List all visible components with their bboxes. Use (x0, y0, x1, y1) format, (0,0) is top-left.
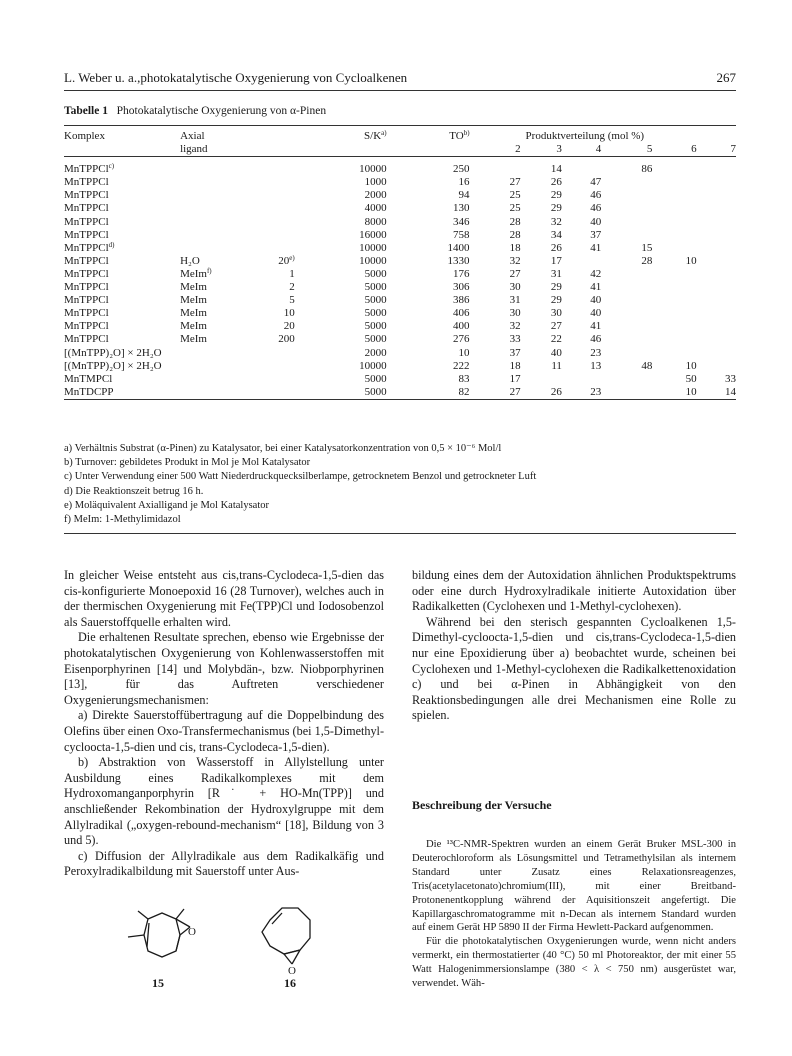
cell-p5: 48 (641, 359, 653, 372)
cell-p7 (697, 360, 736, 373)
cell-p6: 50 (685, 372, 697, 385)
cell-p7 (697, 255, 736, 268)
cell-p2: 33 (509, 333, 521, 346)
table-row (64, 281, 736, 294)
cell-to: 222 (453, 359, 470, 372)
cell-sk: 5000 (364, 372, 387, 385)
cell-eq: 10 (283, 307, 295, 320)
cell-eq (235, 360, 317, 373)
cell-eq (235, 189, 317, 202)
cell-komplex: [(MnTPP)₂O] × 2H₂O (64, 346, 162, 359)
cell-p2: 17 (509, 372, 521, 385)
col-head-p5: 5 (646, 143, 653, 156)
col-head-ligand: ligand (180, 143, 208, 156)
cell-p7 (697, 320, 736, 333)
cell-eq: 20 (283, 320, 295, 333)
footnote-e: e) Moläquivalent Axialligand je Mol Katalysator (64, 499, 269, 511)
table-row (64, 189, 736, 202)
cell-p5 (601, 307, 652, 320)
cell-p5: 86 (641, 163, 653, 176)
cell-komplex: MnTPPCl (64, 228, 109, 241)
cell-p6 (652, 320, 696, 333)
svg-text:O: O (288, 965, 296, 975)
cell-eq: 2 (289, 281, 295, 294)
left-paragraph-4: b) Abstraktion von Wasserstoff in Allylstellung unter Ausbildung eines Radikalkomplexes mit dem Hydroxomanganporphyrin [R˙ + HO-Mn(TPP)] und anschließender Rekombination der Hydroxylgruppe mit dem Allylradikal („oxygen-rebound-mechanism“ [18], Bildung von 3 und 5). (64, 755, 384, 848)
cell-eq (235, 163, 317, 176)
cell-p6 (652, 176, 696, 189)
cell-p4: 37 (590, 228, 602, 241)
cell-p2: 32 (509, 254, 521, 267)
cell-to: 406 (453, 307, 470, 320)
cell-p2: 27 (509, 176, 521, 189)
cell-eq (235, 216, 317, 229)
cell-sk: 10000 (359, 163, 387, 176)
cell-p3: 30 (550, 307, 562, 320)
cell-komplex: MnTDCPP (64, 385, 114, 398)
cell-p6 (652, 216, 696, 229)
cell-to: 10 (458, 346, 470, 359)
cell-p5 (601, 229, 652, 242)
cell-p5: 15 (641, 241, 653, 254)
cell-p7 (697, 268, 736, 281)
cell-komplex: MnTPPCl (64, 189, 109, 202)
cell-p3 (521, 373, 562, 386)
cell-lig: MeIm (180, 333, 207, 346)
cell-lig: MeIm (180, 320, 207, 333)
experimental-text (412, 838, 736, 991)
cell-p5 (601, 268, 652, 281)
cell-eq (235, 373, 317, 386)
cell-komplex: MnTPPCl$^{d)}$ (64, 240, 115, 254)
table-row (64, 347, 736, 360)
cell-komplex: MnTPPCl (64, 254, 109, 267)
cell-sk: 5000 (364, 320, 387, 333)
table-row (64, 320, 736, 333)
right-paragraph-4: Für die photokatalytischen Oxygenierungen wurde, wenn nicht anders vermerkt, ein thermostatierter (40 °C) 50 ml Photoreaktor, der mit einer 55 Watt Halogenimmersionslampe (380 < λ < 750 nm) ausgerüstet war, verwendet. Wäh- (412, 936, 736, 990)
table-label: Tabelle 1 (64, 105, 108, 117)
cell-p6 (652, 294, 696, 307)
cell-to: 758 (453, 228, 470, 241)
cell-p5 (601, 320, 652, 333)
cell-p7 (697, 176, 736, 189)
cell-eq: 20$^{e)}$ (278, 253, 295, 267)
label-15: 15 (152, 976, 164, 990)
cell-lig (180, 176, 235, 189)
cell-sk: 8000 (364, 215, 387, 228)
cell-sk: 5000 (364, 307, 387, 320)
cell-p2: 27 (509, 267, 521, 280)
cell-p3: 29 (550, 294, 562, 307)
cell-lig: MeIm (180, 281, 207, 294)
cell-komplex: MnTPPCl (64, 320, 109, 333)
table-row (64, 176, 736, 189)
col-head-sk: $S/K^{a)}$ (364, 129, 387, 142)
cell-p7 (697, 202, 736, 215)
cell-lig (180, 373, 235, 386)
cell-p4: 23 (590, 385, 602, 398)
cell-p6 (652, 268, 696, 281)
cell-to: 82 (458, 385, 470, 398)
cell-komplex: MnTPPCl (64, 176, 109, 189)
cell-komplex: MnTPPCl (64, 202, 109, 215)
cell-komplex: MnTMPCl (64, 372, 113, 385)
cell-to: 176 (453, 267, 470, 280)
cell-eq (235, 347, 317, 360)
cell-p2: 30 (509, 281, 521, 294)
cell-p7 (697, 229, 736, 242)
cell-p2: 18 (509, 241, 521, 254)
cell-to: 346 (453, 215, 470, 228)
cell-p3: 22 (550, 333, 562, 346)
cell-eq (235, 386, 317, 399)
cell-lig (180, 360, 235, 373)
cell-sk: 5000 (364, 267, 387, 280)
cell-p4 (562, 163, 601, 176)
col-head-p3: 3 (556, 143, 562, 156)
left-paragraph-5: c) Diffusion der Allylradikale aus dem Radikalkäfig und Peroxylradikalbildung mit Sauerstoff unter Aus- (64, 848, 384, 879)
footnote-rule (64, 533, 736, 534)
cell-p4: 41 (590, 241, 602, 254)
cell-p3: 32 (550, 215, 562, 228)
cell-p7 (697, 294, 736, 307)
footnote-c: c) Unter Verwendung einer 500 Watt Niederdruckquecksilberlampe, getrocknetem Benzol und getrockneter Luft (64, 471, 537, 483)
cell-p7: 33 (725, 372, 736, 385)
cell-sk: 2000 (364, 346, 387, 359)
cell-p2: 18 (509, 359, 521, 372)
cell-lig (180, 189, 235, 202)
col-head-p6: 6 (691, 143, 697, 156)
cell-p2 (470, 163, 521, 176)
table-row (64, 242, 736, 255)
cell-to: 1400 (447, 241, 470, 254)
table-row (64, 386, 736, 399)
col-head-axial: Axial (180, 130, 205, 142)
cell-p2: 37 (509, 346, 521, 359)
cell-sk: 4000 (364, 202, 387, 215)
col-head-p2: 2 (515, 143, 521, 156)
cell-sk: 10000 (359, 254, 387, 267)
col-head-produkt: Produktverteilung (mol %) (525, 130, 645, 142)
running-title: L. Weber u. a.,photokatalytische Oxygenierung von Cycloalkenen (64, 70, 408, 85)
table-top-rule (64, 125, 736, 126)
cell-p3: 26 (550, 385, 562, 398)
cell-p3: 34 (550, 228, 562, 241)
cell-to: 16 (458, 176, 470, 189)
col-head-komplex: Komplex (64, 130, 105, 142)
cell-p7 (697, 163, 736, 176)
cell-p6 (652, 163, 696, 176)
cell-eq (235, 242, 317, 255)
table-row (64, 373, 736, 386)
cell-lig (180, 347, 235, 360)
footnote-f: f) MeIm: 1-Methylimidazol (64, 514, 181, 526)
col-head-p4: 4 (595, 143, 602, 156)
svg-text:O: O (188, 926, 196, 938)
cell-p4: 40 (590, 307, 602, 320)
table-caption-text: Photokatalytische Oxygenierung von α-Pinen (116, 105, 327, 117)
cell-komplex: MnTPPCl (64, 294, 109, 307)
cell-to: 250 (453, 163, 470, 176)
cell-p6 (652, 242, 696, 255)
footnote-d: d) Die Reaktionszeit betrug 16 h. (64, 485, 204, 497)
cell-p7 (697, 242, 736, 255)
table-row (64, 255, 736, 268)
cell-p7 (697, 281, 736, 294)
cell-lig (180, 216, 235, 229)
cell-p4: 23 (590, 346, 602, 359)
cell-p6 (652, 229, 696, 242)
cell-p3: 17 (550, 254, 562, 267)
cell-p5 (601, 373, 652, 386)
cell-p2: 30 (509, 307, 521, 320)
header-rule (64, 90, 736, 91)
right-column (412, 568, 736, 724)
cell-komplex: MnTPPCl (64, 267, 109, 280)
cell-p6 (652, 347, 696, 360)
cell-eq: 1 (289, 267, 295, 280)
right-paragraph-3: Die ¹³C-NMR-Spektren wurden an einem Gerät Bruker MSL-300 in Deuterochloroform als Lösungsmittel und Tetramethylsilan als internem Standard unter Zusatz eines Relaxationsreagenzes, Tris(acetylacetonato)chromium(III), mit einer Breitband-Protonenentkopplung während der Aquisitionszeit angefertigt. Die Kapillargaschromatogramme mit n-Decan als internem Standard wurden auf einem Gerät HP 5890 II der Firma Hewlett-Packard aufgenommen. (412, 839, 736, 934)
cell-p6 (652, 307, 696, 320)
cell-lig: MeIm (180, 294, 207, 307)
cell-sk: 2000 (364, 189, 387, 202)
table-row (64, 333, 736, 346)
table-row (64, 163, 736, 176)
cell-to: 386 (453, 294, 470, 307)
cell-p4: 42 (590, 267, 602, 280)
cell-p5 (601, 176, 652, 189)
cell-p3: 29 (550, 189, 562, 202)
cell-p7: 14 (725, 385, 736, 398)
table-row (64, 307, 736, 320)
page-number: 267 (716, 70, 736, 85)
cell-sk: 5000 (364, 281, 387, 294)
cell-lig (180, 163, 235, 176)
cell-p5 (601, 294, 652, 307)
cell-p4: 46 (590, 202, 602, 215)
cell-p2: 25 (509, 202, 521, 215)
cell-sk: 5000 (364, 385, 387, 398)
cell-p5 (601, 386, 652, 399)
label-16: 16 (284, 976, 296, 990)
col-head-to: TO$^{b)}$ (449, 129, 470, 142)
right-paragraph-1: bildung eines dem der Autoxidation ähnlichen Produktspektrums oder eine durch Hydroxylradikale initierte Autoxidation über Radikalketten (Cyclohexen und 1-Methyl-cyclohexen). (412, 568, 736, 614)
cell-p5 (601, 202, 652, 215)
cell-p3: 14 (550, 163, 562, 176)
structure-16 (248, 900, 328, 975)
cell-p2: 27 (509, 385, 521, 398)
cell-p3: 29 (550, 202, 562, 215)
cell-p2: 32 (509, 320, 521, 333)
cell-p7 (697, 333, 736, 346)
cell-p4 (562, 255, 601, 268)
cell-p3: 40 (550, 346, 562, 359)
cell-komplex: MnTPPCl (64, 215, 109, 228)
cell-p4: 41 (590, 281, 602, 294)
cell-p7 (697, 347, 736, 360)
cell-p4: 46 (590, 333, 602, 346)
left-paragraph-2: Die erhaltenen Resultate sprechen, ebenso wie Ergebnisse der photokatalytischen Oxygenierung von Kohlenwasserstoffen mit Eisenporphyrinen [14] und Molybdän-, bzw. Niobporphyrinen [13], für das Auftreten verschiedener Oxygenierungsmechanismen: (64, 630, 384, 707)
table-row (64, 229, 736, 242)
table-header-row-1 (64, 130, 736, 143)
cell-to: 83 (458, 372, 470, 385)
cell-sk: 10000 (359, 359, 387, 372)
cell-p5 (601, 216, 652, 229)
cell-p4: 40 (590, 215, 602, 228)
cell-p4: 13 (590, 359, 602, 372)
footnote-a: a) Verhältnis Substrat (α-Pinen) zu Katalysator, bei einer Katalysatorkonzentration von 0,5 × 10⁻⁶ Mol/l (64, 443, 502, 454)
left-paragraph-1: In gleicher Weise entsteht aus cis,trans-Cyclodeca-1,5-dien das cis-konfigurierte Monoepoxid 16 (28 Turnover), welches auch in der thermischen Oxygenierung mit Fe(TPP)Cl und Iodosobenzol als Sauerstoffquelle erhalten wird. (64, 568, 384, 629)
cell-p5 (601, 347, 652, 360)
cell-to: 400 (453, 320, 470, 333)
cell-to: 276 (453, 333, 470, 346)
table-row (64, 360, 736, 373)
cell-p6: 10 (685, 359, 697, 372)
cell-lig (180, 229, 235, 242)
cell-p2: 28 (509, 215, 521, 228)
cell-p3: 31 (550, 267, 562, 280)
col-head-p7: 7 (730, 143, 736, 156)
cell-p6 (652, 333, 696, 346)
table-footnotes (64, 442, 736, 527)
cell-eq (235, 176, 317, 189)
cell-p5: 28 (641, 254, 653, 267)
right-paragraph-2: Während bei den sterisch gespannten Cycloalkenen 1,5-Dimethyl-cycloocta-1,5-dien und cis,trans-Cyclodeca-1,5-dien nur eine Epoxidierung über a) beobachtet wurde, scheinen bei Cyclohexen und 1-Methyl-cyclohexen die Radikalkettenoxidation c) und bei α-Pinen in Abhängigkeit von den Reaktionsbedingungen alle drei Mechanismen eine Rolle zu spielen. (412, 614, 736, 723)
cell-lig: H₂O (180, 254, 200, 267)
cell-sk: 16000 (359, 228, 387, 241)
cell-komplex: MnTPPCl (64, 281, 109, 294)
structure-15 (118, 905, 198, 975)
cell-p3: 11 (551, 359, 562, 372)
cell-p5 (601, 281, 652, 294)
cell-p6: 10 (685, 254, 697, 267)
cell-komplex: [(MnTPP)₂O] × 2H₂O (64, 359, 162, 372)
table-caption (64, 105, 326, 117)
cell-p2: 31 (509, 294, 521, 307)
cell-lig: MeIm$^{f)}$ (180, 266, 212, 280)
cell-p4 (562, 373, 601, 386)
cell-p6 (652, 189, 696, 202)
cell-sk: 10000 (359, 241, 387, 254)
cell-lig (180, 242, 235, 255)
cell-eq: 5 (289, 294, 295, 307)
table-header-row-2 (64, 143, 736, 156)
cell-p4: 40 (590, 294, 602, 307)
cell-p7 (697, 189, 736, 202)
cell-komplex: MnTPPCl (64, 333, 109, 346)
cell-p5 (601, 333, 652, 346)
table-row (64, 294, 736, 307)
cell-p3: 26 (550, 241, 562, 254)
cell-eq (235, 229, 317, 242)
cell-to: 306 (453, 281, 470, 294)
results-table (64, 130, 736, 400)
cell-eq: 200 (278, 333, 295, 346)
cell-p6 (652, 281, 696, 294)
cell-p6 (652, 202, 696, 215)
cell-p3: 27 (550, 320, 562, 333)
cell-p7 (697, 307, 736, 320)
cell-p3: 26 (550, 176, 562, 189)
cell-komplex: MnTPPCl (64, 307, 109, 320)
cell-to: 1330 (447, 254, 470, 267)
cell-p2: 28 (509, 228, 521, 241)
cell-lig (180, 386, 235, 399)
table-row (64, 216, 736, 229)
table-row (64, 268, 736, 281)
cell-p4: 46 (590, 189, 602, 202)
cell-sk: 5000 (364, 294, 387, 307)
cell-sk: 1000 (364, 176, 387, 189)
cell-eq (235, 202, 317, 215)
table-row (64, 202, 736, 215)
cell-to: 94 (458, 189, 470, 202)
cell-to: 130 (453, 202, 470, 215)
cell-p5 (601, 189, 652, 202)
left-column (64, 568, 384, 880)
cell-lig (180, 202, 235, 215)
footnote-b: b) Turnover: gebildetes Produkt in Mol je Mol Katalysator (64, 457, 311, 469)
cell-lig: MeIm (180, 307, 207, 320)
cell-p7 (697, 216, 736, 229)
cell-p4: 47 (590, 176, 602, 189)
cell-p4: 41 (590, 320, 602, 333)
section-title: Beschreibung der Versuche (412, 798, 552, 812)
cell-p3: 29 (550, 281, 562, 294)
cell-p6: 10 (685, 385, 697, 398)
cell-p2: 25 (509, 189, 521, 202)
cell-komplex: MnTPPCl$^{c)}$ (64, 162, 115, 176)
left-paragraph-3: a) Direkte Sauerstoffübertragung auf die Doppelbindung des Olefins über einen Oxo-Transfermechanismus (bei 1,5-Dimethyl-cycloocta-1,5-dien und cis, trans-Cyclodeca-1,5-dien). (64, 708, 384, 754)
cell-sk: 5000 (364, 333, 387, 346)
